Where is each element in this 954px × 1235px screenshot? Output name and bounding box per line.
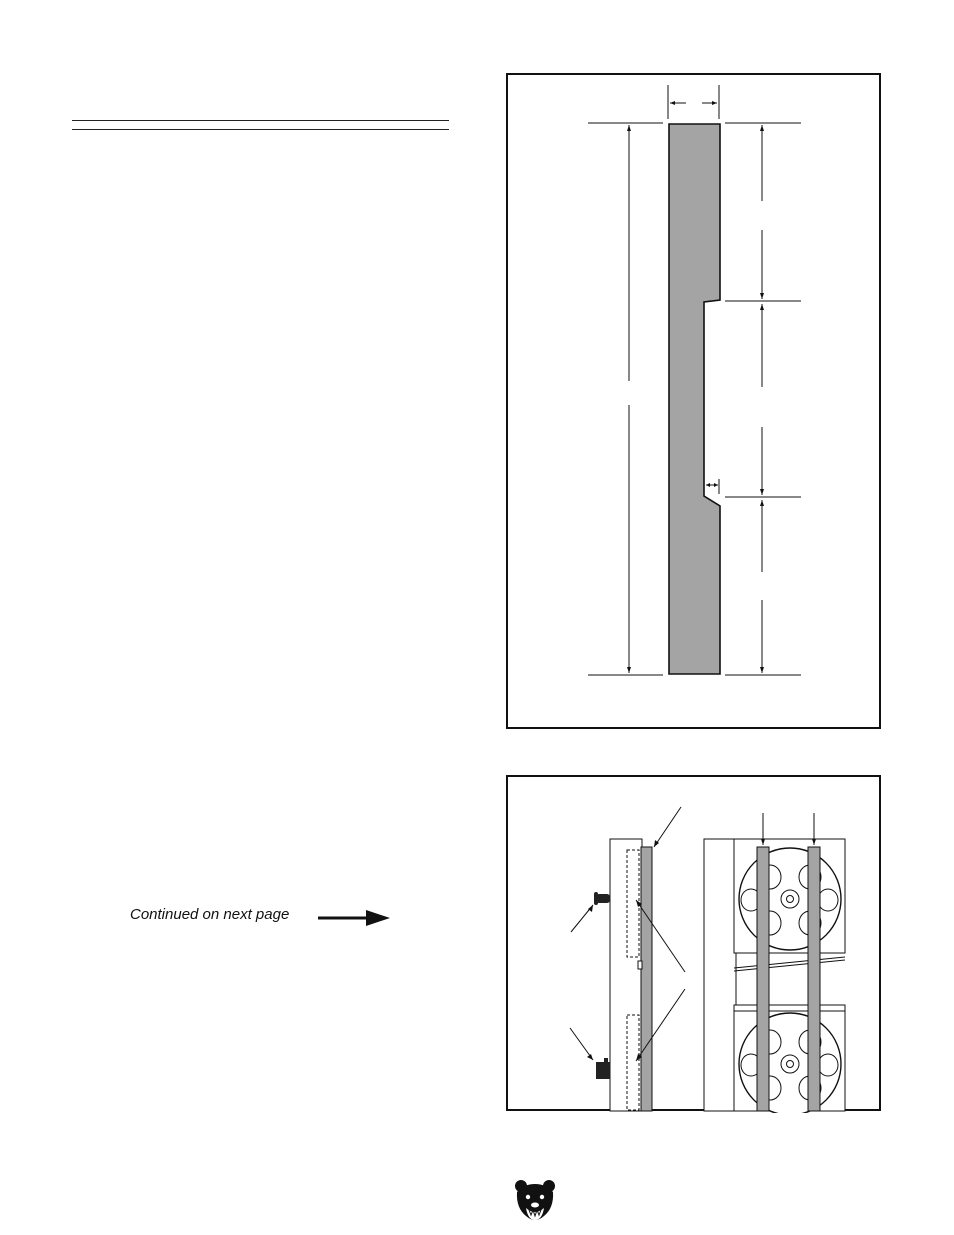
lower-adjust-knob bbox=[596, 1062, 610, 1079]
bear-logo-icon bbox=[512, 1178, 558, 1224]
upper-adjust-knob bbox=[596, 894, 610, 903]
section-header-rule-bottom bbox=[72, 129, 449, 130]
figure-blade-profile bbox=[506, 73, 881, 729]
blade-installation-drawing bbox=[508, 777, 883, 1113]
lower-wheel-icon bbox=[739, 1013, 841, 1113]
continue-arrow-icon bbox=[316, 906, 392, 930]
blade-profile-shape bbox=[669, 124, 720, 674]
front-view-blade-left bbox=[757, 847, 769, 1111]
side-view-blade-tip bbox=[638, 961, 642, 969]
upper-wheel-icon bbox=[739, 848, 841, 950]
side-view-blade bbox=[641, 847, 652, 1111]
lower-guide-housing bbox=[627, 1015, 639, 1110]
figure-blade-installation bbox=[506, 775, 881, 1111]
callout-blade-top bbox=[654, 807, 681, 847]
section-header-rule-top bbox=[72, 120, 449, 121]
continued-on-next-page-label: Continued on next page bbox=[130, 906, 290, 923]
front-view-blade-right bbox=[808, 847, 820, 1111]
blade-profile-drawing bbox=[508, 75, 883, 731]
front-view-frame bbox=[704, 839, 736, 1111]
